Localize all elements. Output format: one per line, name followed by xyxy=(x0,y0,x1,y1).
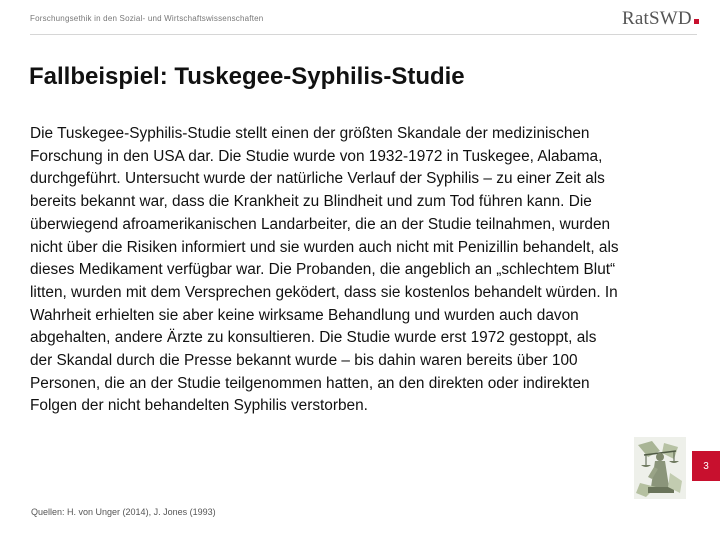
slide-title: Fallbeispiel: Tuskegee-Syphilis-Studie xyxy=(29,63,465,90)
header-subtitle: Forschungsethik in den Sozial- und Wirtschaftswissenschaften xyxy=(30,14,264,23)
justitia-statue-icon xyxy=(634,437,686,499)
ratswd-logo xyxy=(622,8,699,30)
logo-text: RatSWD xyxy=(622,8,692,29)
source-citation: Quellen: H. von Unger (2014), J. Jones (1993) xyxy=(31,507,216,517)
logo-dot xyxy=(694,19,699,24)
header-divider xyxy=(30,34,697,35)
page-number: 3 xyxy=(692,451,720,481)
body-paragraph: Die Tuskegee-Syphilis-Studie stellt einen der größten Skandale der medizinischen Forschung in den USA dar. Die Studie wurde von 1932-1972 in Tuskegee, Alabama, durchgeführt. Untersucht wurde der natürliche Verlauf der Syphilis – zu einer Zeit als bereits bekannt war, dass die Krankheit zu Blindheit und zum Tod führen kann. Die überwiegend afroamerikanischen Landarbeiter, die an der Studie teilnahmen, wurden nicht über die Risiken informiert und sie wurden auch nicht mit Penizillin behandelt, als dieses Medikament verfügbar war. Die Probanden, die angeblich an „schlechtem Blut“ litten, wurden mit dem Versprechen geködert, dass sie kostenlos behandelt würden. In Wahrheit erhielten sie aber keine wirksame Behandlung und wurden auch davon abgehalten, andere Ärzte zu konsultieren. Die Studie wurde erst 1972 gestoppt, als der Skandal durch die Presse bekannt wurde – bis dahin waren bereits über 100 Personen, die an der Studie teilgenommen hatten, an den direkten oder indirekten Folgen der nicht behandelten Syphilis verstorben. xyxy=(30,125,619,415)
